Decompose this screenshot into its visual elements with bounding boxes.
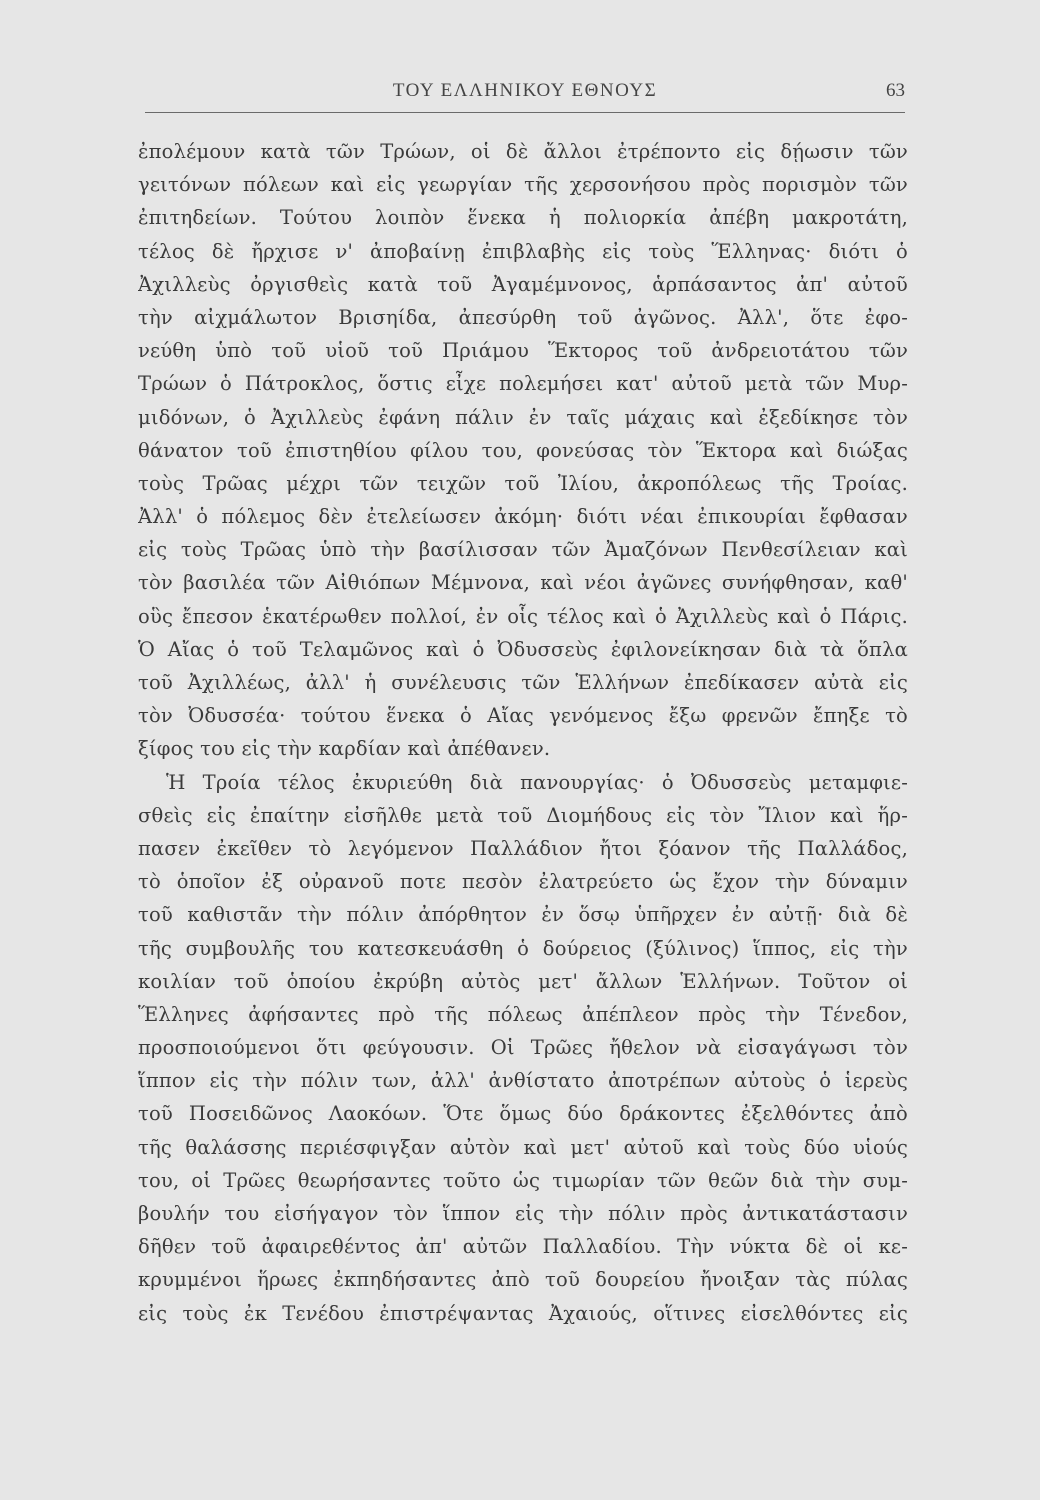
text-line: τοῦ Ποσειδῶνος Λαοκόων. Ὅτε ὅμως δύο δράκοντες ἐξελθόντες ἀπὸ [138, 1102, 908, 1126]
text-line: εἰς τοὺς ἐκ Τενέδου ἐπιστρέψαντας Ἀχαιούς, οἵτινες εἰσελθόντες εἰς [138, 1301, 908, 1325]
page-number: 63 [886, 80, 905, 101]
text-line: τέλος δὲ ἤρχισε ν' ἀποβαίνῃ ἐπιβλαβὴς εἰς τοὺς Ἕλληνας· διότι ὁ [138, 239, 908, 263]
page-header [145, 76, 905, 113]
text-line: ἐπιτηδείων. Τούτου λοιπὸν ἕνεκα ἡ πολιορκία ἀπέβη μακροτάτη, [138, 206, 908, 230]
text-line: Τρώων ὁ Πάτροκλος, ὅστις εἶχε πολεμήσει κατ' αὐτοῦ μετὰ τῶν Μυρ- [138, 372, 908, 396]
text-line: τοῦ καθιστᾶν τὴν πόλιν ἀπόρθητον ἐν ὅσῳ ὑπῆρχεν ἐν αὐτῇ· διὰ δὲ [138, 903, 908, 927]
text-line: Ἀχιλλεὺς ὀργισθεὶς κατὰ τοῦ Ἀγαμέμνονος, ἁρπάσαντος ἀπ' αὐτοῦ [138, 272, 908, 296]
text-line: του, οἱ Τρῶες θεωρήσαντες τοῦτο ὡς τιμωρίαν τῶν θεῶν διὰ τὴν συμ- [138, 1168, 908, 1192]
text-line: κρυμμένοι ἥρωες ἐκπηδήσαντες ἀπὸ τοῦ δουρείου ἤνοιξαν τὰς πύλας [138, 1268, 908, 1292]
text-line: ἵππον εἰς τὴν πόλιν των, ἀλλ' ἀνθίστατο ἀποτρέπων αὐτοὺς ὁ ἱερεὺς [138, 1069, 908, 1093]
text-line: Ἕλληνες ἀφήσαντες πρὸ τῆς πόλεως ἀπέπλεον πρὸς τὴν Τένεδον, [138, 1002, 908, 1026]
text-line: Ὁ Αἴας ὁ τοῦ Τελαμῶνος καὶ ὁ Ὀδυσσεὺς ἐφιλονείκησαν διὰ τὰ ὅπλα [138, 637, 908, 661]
text-line: γειτόνων πόλεων καὶ εἰς γεωργίαν τῆς χερσονήσου πρὸς πορισμὸν τῶν [138, 173, 908, 197]
text-line: Ἡ Τροία τέλος ἐκυριεύθη διὰ πανουργίας· ὁ Ὀδυσσεὺς μεταμφιε- [166, 770, 908, 794]
text-line: νεύθη ὑπὸ τοῦ υἱοῦ τοῦ Πριάμου Ἕκτορος τοῦ ἀνδρειοτάτου τῶν [138, 339, 908, 363]
text-line: τὸν Ὀδυσσέα· τούτου ἕνεκα ὁ Αἴας γενόμενος ἔξω φρενῶν ἔπηξε τὸ [138, 704, 908, 728]
text-line: μιδόνων, ὁ Ἀχιλλεὺς ἐφάνη πάλιν ἐν ταῖς μάχαις καὶ ἐξεδίκησε τὸν [138, 405, 908, 429]
text-line: προσποιούμενοι ὅτι φεύγουσιν. Οἱ Τρῶες ἤθελον νὰ εἰσαγάγωσι τὸν [138, 1036, 908, 1060]
text-line: τοὺς Τρῶας μέχρι τῶν τειχῶν τοῦ Ἰλίου, ἀκροπόλεως τῆς Τροίας. [138, 471, 908, 495]
text-line: εἰς τοὺς Τρῶας ὑπὸ τὴν βασίλισσαν τῶν Ἀμαζόνων Πενθεσίλειαν καὶ [138, 538, 908, 562]
text-line: τὸ ὁποῖον ἐξ οὐρανοῦ ποτε πεσὸν ἐλατρεύετο ὡς ἔχον τὴν δύναμιν [138, 870, 908, 894]
text-line: θάνατον τοῦ ἐπιστηθίου φίλου του, φονεύσας τὸν Ἕκτορα καὶ διώξας [138, 438, 908, 462]
text-line: κοιλίαν τοῦ ὁποίου ἐκρύβη αὐτὸς μετ' ἄλλων Ἑλλήνων. Τοῦτον οἱ [138, 969, 908, 993]
text-line: δῆθεν τοῦ ἀφαιρεθέντος ἀπ' αὐτῶν Παλλαδίου. Τὴν νύκτα δὲ οἱ κε- [138, 1235, 908, 1259]
text-line: τοῦ Ἀχιλλέως, ἀλλ' ἡ συνέλευσις τῶν Ἑλλήνων ἐπεδίκασεν αὐτὰ εἰς [138, 671, 908, 694]
text-line: τῆς θαλάσσης περιέσφιγξαν αὐτὸν καὶ μετ' αὐτοῦ καὶ τοὺς δύο υἱούς [138, 1135, 908, 1159]
text-line: ἐπολέμουν κατὰ τῶν Τρώων, οἱ δὲ ἄλλοι ἐτρέποντο εἰς δῄωσιν τῶν [138, 140, 908, 163]
text-line: τὴν αἰχμάλωτον Βρισηίδα, ἀπεσύρθη τοῦ ἀγῶνος. Ἀλλ', ὅτε ἐφο- [138, 305, 908, 329]
text-line: ξίφος του εἰς τὴν καρδίαν καὶ ἀπέθανεν. [138, 737, 551, 761]
text-line: σθεὶς εἰς ἐπαίτην εἰσῆλθε μετὰ τοῦ Διομήδους εἰς τὸν Ἴλιον καὶ ἥρ- [138, 803, 908, 827]
text-line: Ἀλλ' ὁ πόλεμος δὲν ἐτελείωσεν ἀκόμη· διότι νέαι ἐπικουρίαι ἔφθασαν [138, 505, 908, 529]
running-title: ΤΟΥ ΕΛΛΗΝΙΚΟΥ ΕΘΝΟΥΣ [392, 80, 658, 101]
text-line: τῆς συμβουλῆς του κατεσκευάσθη ὁ δούρειος (ξύλινος) ἵππος, εἰς τὴν [138, 936, 908, 960]
text-line: τὸν βασιλέα τῶν Αἰθιόπων Μέμνονα, καὶ νέοι ἀγῶνες συνήφθησαν, καθ' [138, 571, 908, 595]
body-text [138, 135, 908, 1330]
text-line: βουλήν του εἰσήγαγον τὸν ἵππον εἰς τὴν πόλιν πρὸς ἀντικατάστασιν [138, 1202, 908, 1225]
text-line: πασεν ἐκεῖθεν τὸ λεγόμενον Παλλάδιον ἤτοι ξόανον τῆς Παλλάδος, [138, 836, 908, 860]
text-line: οὓς ἔπεσον ἑκατέρωθεν πολλοί, ἐν οἷς τέλος καὶ ὁ Ἀχιλλεὺς καὶ ὁ Πάρις. [138, 604, 908, 628]
